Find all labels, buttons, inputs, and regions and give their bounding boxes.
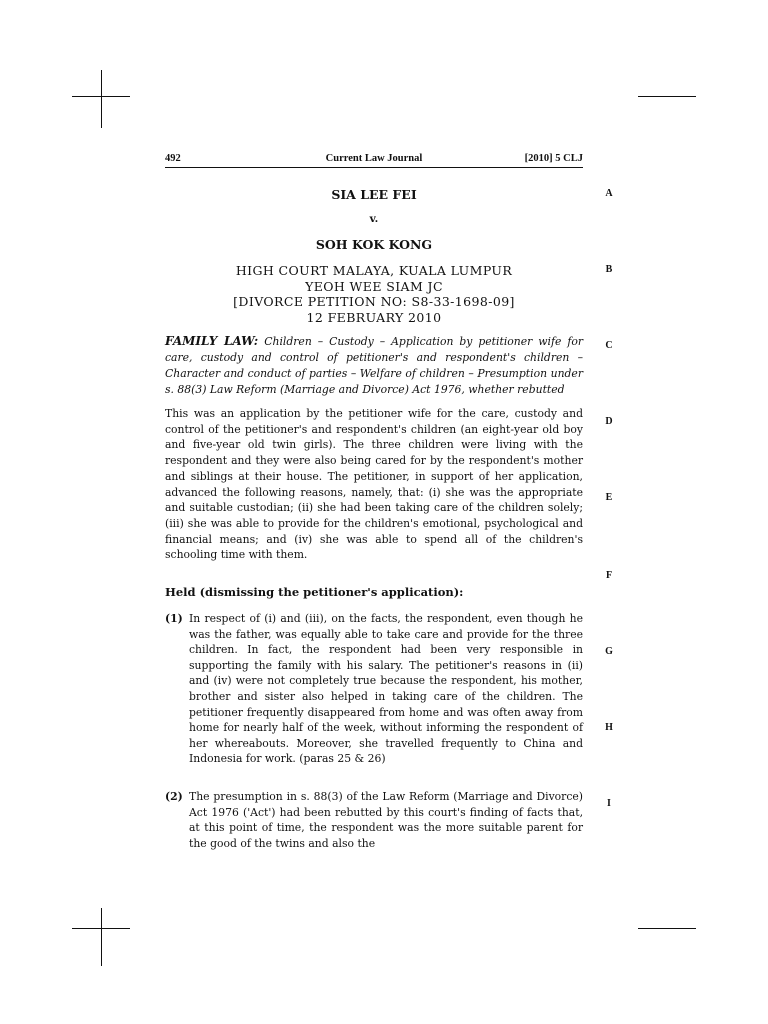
judge-name: YEOH WEE SIAM JC xyxy=(305,279,443,294)
crop-mark xyxy=(72,928,130,929)
margin-letter: D xyxy=(605,416,613,427)
margin-letter: C xyxy=(605,340,613,351)
crop-mark xyxy=(72,96,130,97)
petition-number: [DIVORCE PETITION NO: S8-33-1698-09] xyxy=(233,294,515,309)
held-item-number: (2) xyxy=(165,790,183,803)
margin-letter: F xyxy=(605,570,613,581)
running-header xyxy=(165,153,583,167)
catchwords-text: Children – Custody – Application by petitioner wife for care, custody and control of petitioner's and respondent's children – Character and conduct of parties – Welfare of children – Presumption under s. 88(3) Law Reform (Marriage and Divorce) Act 1976, whether rebutted xyxy=(165,335,583,396)
petitioner-name: SIA LEE FEI xyxy=(331,187,417,202)
held-item xyxy=(165,611,583,767)
margin-letter: I xyxy=(607,798,611,809)
margin-letter: G xyxy=(605,646,613,657)
crop-mark xyxy=(638,928,696,929)
crop-mark xyxy=(101,70,102,128)
catchwords xyxy=(165,333,583,398)
margin-letter: B xyxy=(605,264,613,275)
crop-mark xyxy=(101,908,102,966)
margin-letter: E xyxy=(605,492,613,503)
versus: v. xyxy=(369,213,379,225)
court-name: HIGH COURT MALAYA, KUALA LUMPUR xyxy=(235,263,513,278)
held-item-text: In respect of (i) and (iii), on the facts, the respondent, even though he was the father, was equally able to take care and provide for the three children. In fact, the respondent had been very responsible in supporting the family with his salary. The petitioner's reasons in (ii) and (iv) were not completely true because the respondent, his mother, brother and sister also helped in taking care of the children. The petitioner frequently disappeared from home and was often away from home for nearly half of the week, without informing the respondent of her whereabouts. Moreover, she travelled frequently to China and Indonesia for work. (paras 25 & 26) xyxy=(189,612,583,766)
held-heading: Held (dismissing the petitioner's application): xyxy=(165,585,464,599)
case-summary: This was an application by the petitioner wife for the care, custody and control of the petitioner's and respondent's children (an eight-year old boy and five-year old twin girls). The three children were living with the respondent and they were also being cared for by the respondent's mother and siblings at their house. The petitioner, in support of her application, advanced the following reasons, namely, that: (i) she was the appropriate and suitable custodian; (ii) she had been taking care of the children solely; (iii) she was able to provide for the children's emotional, psychological and financial means; and (iv) she was able to spend all of the children's schooling time with them. xyxy=(165,407,583,562)
catchwords-lead: FAMILY LAW: xyxy=(165,334,259,348)
header-rule xyxy=(165,167,583,168)
held-item xyxy=(165,789,583,851)
margin-letter: H xyxy=(605,722,613,733)
citation: [2010] 5 CLJ xyxy=(524,153,583,164)
held-item-text: The presumption in s. 88(3) of the Law Reform (Marriage and Divorce) Act 1976 ('Act') had been rebutted by this court's finding of facts that, at this point of time, the respondent was the more suitable parent for the good of the twins and also the xyxy=(189,790,583,850)
page-number: 492 xyxy=(165,153,181,164)
respondent-name: SOH KOK KONG xyxy=(315,237,433,252)
margin-letter: A xyxy=(605,188,613,199)
decision-date: 12 FEBRUARY 2010 xyxy=(306,310,442,325)
journal-name: Current Law Journal xyxy=(325,153,423,164)
held-item-number: (1) xyxy=(165,612,183,625)
crop-mark xyxy=(638,96,696,97)
